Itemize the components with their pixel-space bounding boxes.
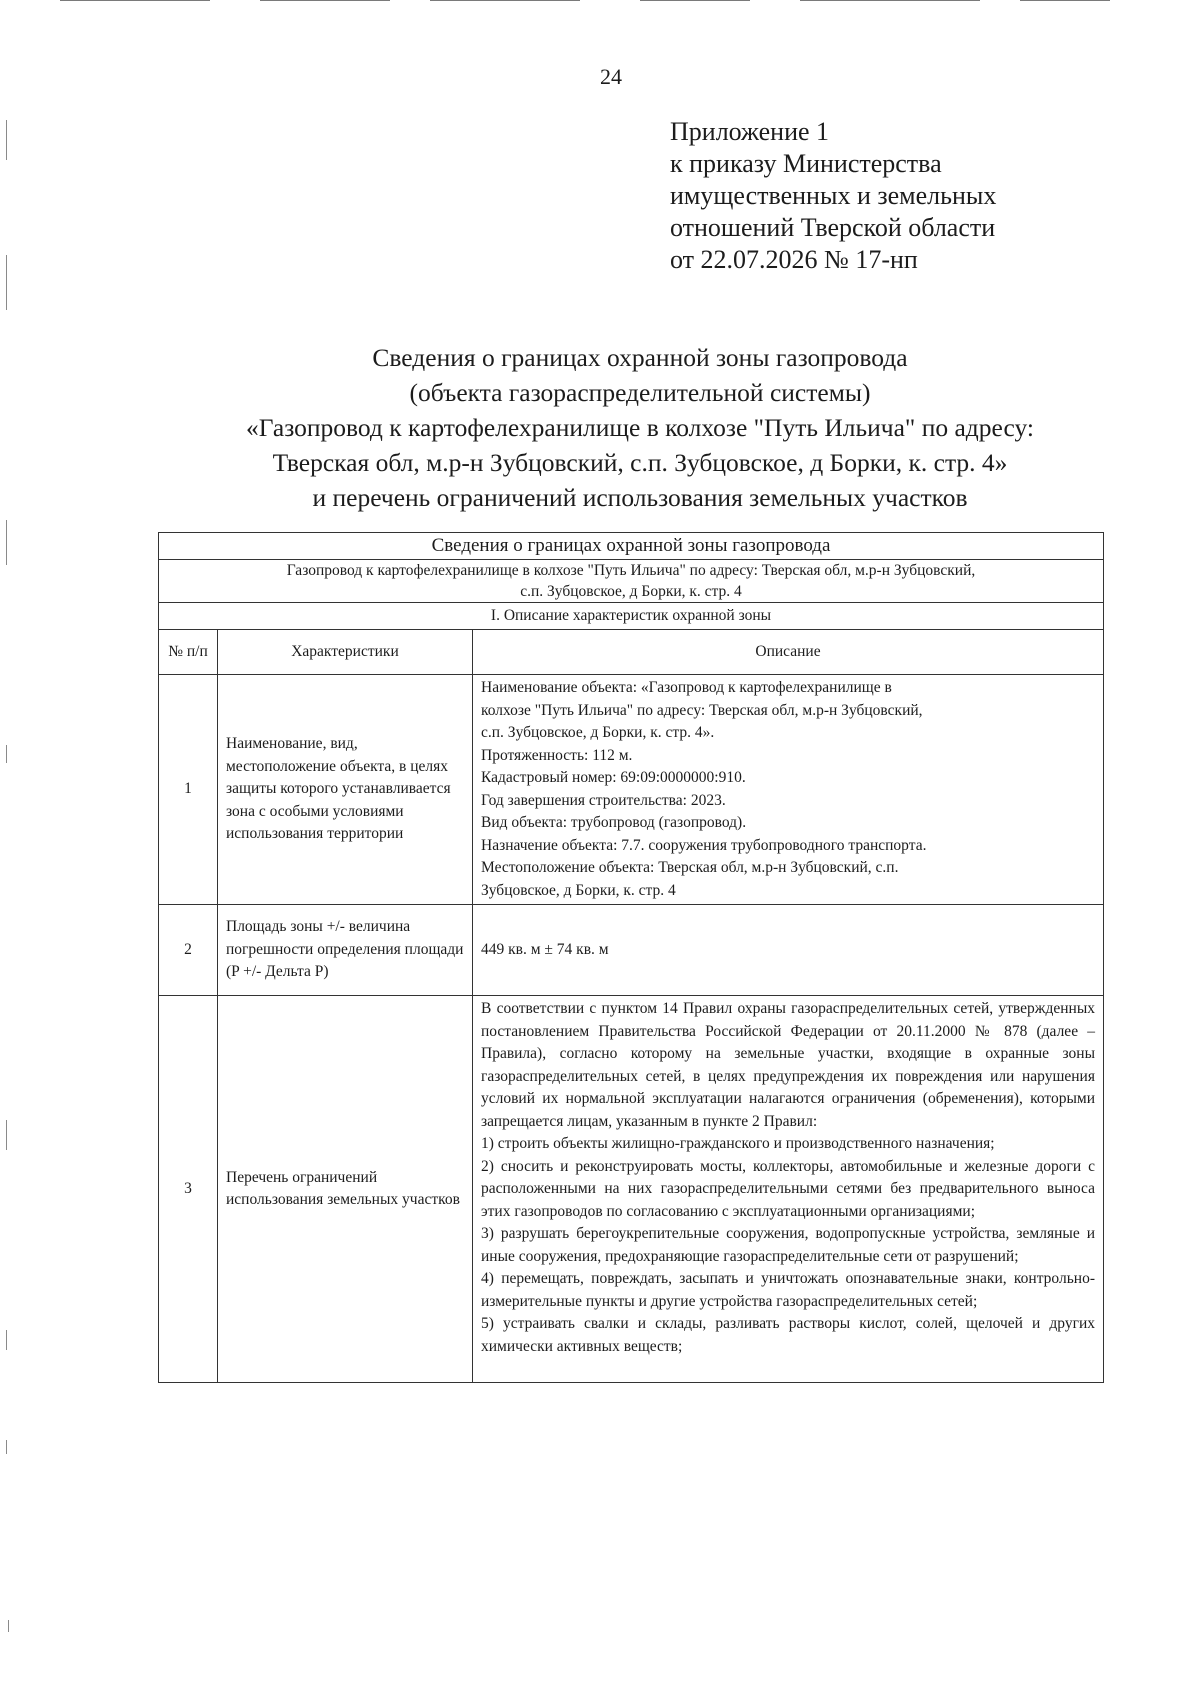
row-number: 2 bbox=[159, 905, 218, 996]
table-object-row bbox=[159, 560, 1104, 603]
row-characteristic: Площадь зоны +/- величина погрешности определения площади (P +/- Дельта P) bbox=[218, 905, 473, 996]
scan-margin-mark bbox=[8, 1620, 9, 1632]
row-description: 449 кв. м ± 74 кв. м bbox=[473, 905, 1104, 996]
scan-margin-mark bbox=[6, 1330, 7, 1350]
scan-margin-mark bbox=[6, 255, 7, 310]
title-line: «Газопровод к картофелехранилище в колхозе "Путь Ильича" по адресу: bbox=[246, 413, 1034, 442]
scan-edge-line bbox=[640, 0, 750, 1]
row-description bbox=[473, 675, 1104, 905]
title-line: Сведения о границах охранной зоны газопровода bbox=[372, 343, 908, 372]
column-header-num: № п/п bbox=[159, 630, 218, 675]
table-section-row bbox=[159, 603, 1104, 630]
restriction-item: 4) перемещать, повреждать, засыпать и уничтожать опознавательные знаки, контрольно-измерительные пункты и другие устройства газораспределительных сетей; bbox=[481, 1270, 1095, 1310]
table-section-title: I. Описание характеристик охранной зоны bbox=[159, 603, 1104, 630]
scan-margin-mark bbox=[6, 120, 7, 160]
zone-info-table bbox=[158, 532, 1104, 1383]
row-characteristic: Наименование, вид, местоположение объекта, в целях защиты которого устанавливается зона с особыми условиями использования территории bbox=[218, 675, 473, 905]
table-heading-row bbox=[159, 533, 1104, 560]
appendix-line: имущественных и земельных bbox=[670, 181, 997, 210]
restriction-item: 3) разрушать берегоукрепительные сооружения, водопропускные устройства, земляные и иные сооружения, предохраняющие газораспределительные сети от разрушений; bbox=[481, 1225, 1095, 1265]
restriction-item: 2) сносить и реконструировать мосты, коллекторы, автомобильные и железные дороги с расположенными на них газораспределительными сетями без предварительного выноса этих газопроводов по согласованию с эксплуатационными организациями; bbox=[481, 1157, 1095, 1220]
restriction-item: 5) устраивать свалки и склады, разливать растворы кислот, солей, щелочей и других химически активных веществ; bbox=[481, 1315, 1095, 1355]
description-line: колхозе "Путь Ильича" по адресу: Тверская обл, м.р-н Зубцовский, bbox=[481, 701, 923, 719]
object-name-line: с.п. Зубцовское, д Борки, к. стр. 4 bbox=[520, 583, 742, 600]
table-heading: Сведения о границах охранной зоны газопровода bbox=[159, 533, 1104, 560]
title-line: Тверская обл, м.р-н Зубцовский, с.п. Зубцовское, д Борки, к. стр. 4» bbox=[272, 448, 1008, 477]
scan-margin-mark bbox=[6, 1440, 7, 1454]
row-characteristic: Перечень ограничений использования земельных участков bbox=[218, 996, 473, 1383]
object-name-line: Газопровод к картофелехранилище в колхозе "Путь Ильича" по адресу: Тверская обл, м.р-н Зубцовский, bbox=[286, 562, 976, 579]
description-line: с.п. Зубцовское, д Борки, к. стр. 4». bbox=[481, 724, 715, 741]
scan-edge-line bbox=[430, 0, 580, 1]
appendix-line: Приложение 1 bbox=[670, 117, 830, 146]
description-line: Протяженность: 112 м. bbox=[481, 746, 633, 764]
scan-margin-mark bbox=[6, 1120, 7, 1150]
restriction-item: 1) строить объекты жилищно-гражданского и производственного назначения; bbox=[481, 1135, 995, 1152]
scan-margin-mark bbox=[6, 520, 7, 565]
page-number: 24 bbox=[600, 64, 622, 89]
scan-margin-mark bbox=[6, 745, 7, 763]
row-number: 1 bbox=[159, 675, 218, 905]
appendix-line: от 22.07.2026 № 17-нп bbox=[670, 245, 918, 274]
scan-edge-line bbox=[60, 0, 210, 1]
description-line: Вид объекта: трубопровод (газопровод). bbox=[481, 814, 747, 831]
title-line: (объекта газораспределительной системы) bbox=[409, 378, 871, 407]
appendix-line: отношений Тверской области bbox=[670, 213, 996, 242]
description-line: Год завершения строительства: 2023. bbox=[481, 791, 726, 809]
row-number: 3 bbox=[159, 996, 218, 1383]
title-line: и перечень ограничений использования земельных участков bbox=[312, 483, 968, 512]
table-row bbox=[159, 905, 1104, 996]
description-line: Местоположение объекта: Тверская обл, м.р-н Зубцовский, с.п. bbox=[481, 859, 899, 876]
column-header-description: Описание bbox=[473, 630, 1104, 675]
description-line: Зубцовское, д Борки, к. стр. 4 bbox=[481, 881, 676, 899]
description-line: Назначение объекта: 7.7. сооружения трубопроводного транспорта. bbox=[481, 836, 927, 854]
description-line: Кадастровый номер: 69:09:0000000:910. bbox=[481, 769, 746, 786]
table-row bbox=[159, 996, 1104, 1383]
appendix-line: к приказу Министерства bbox=[670, 149, 942, 178]
scan-edge-line bbox=[260, 0, 390, 1]
scan-edge-line bbox=[800, 0, 980, 1]
column-header-characteristics: Характеристики bbox=[218, 630, 473, 675]
restriction-paragraph: В соответствии с пунктом 14 Правил охраны газораспределительных сетей, утвержденных постановлением Правительства Российской Федерации от 20.11.2000 № 878 (далее – Правила), согласно которому на земельные участки, входящие в охранные зоны газораспределительных сетей, в целях предупреждения их повреждения или нарушения условий их нормальной эксплуатации налагаются ограничения (обременения), которыми запрещается лицам, указанным в пункте 2 Правил: bbox=[481, 1000, 1095, 1130]
table-header-row bbox=[159, 630, 1104, 675]
scan-edge-line bbox=[1020, 0, 1110, 1]
document-title bbox=[150, 340, 1130, 515]
table-row bbox=[159, 675, 1104, 905]
table-object-name bbox=[159, 560, 1104, 603]
description-line: Наименование объекта: «Газопровод к картофелехранилище в bbox=[481, 679, 892, 696]
appendix-block bbox=[670, 116, 1130, 276]
row-description bbox=[473, 996, 1104, 1383]
